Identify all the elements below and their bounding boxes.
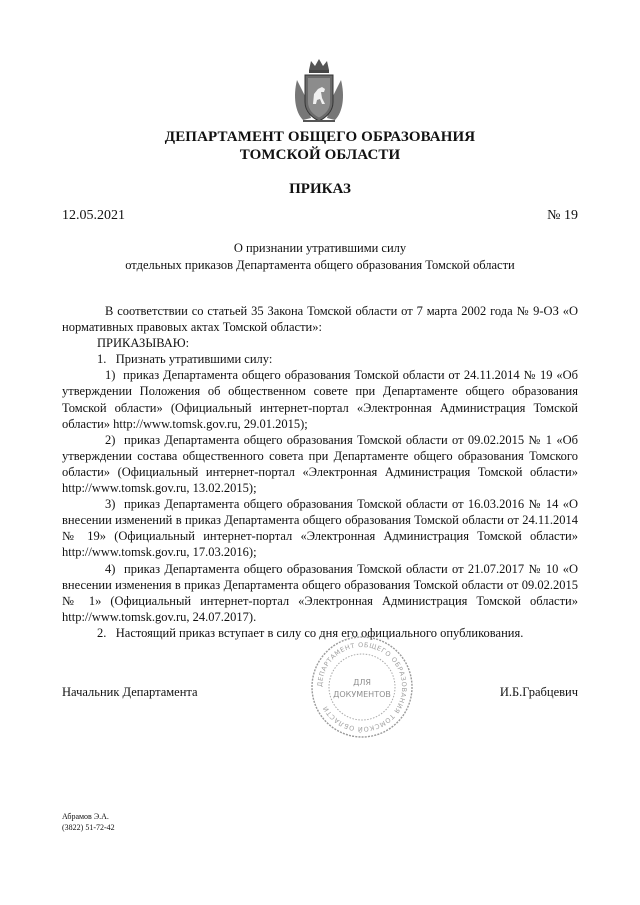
tomsk-oblast-coat-of-arms-icon [291, 56, 347, 124]
order-body [62, 303, 578, 641]
order-word: ПРИКАЗЫВАЮ: [97, 336, 190, 351]
stamp-text-bottom: ДОКУМЕНТОВ [333, 690, 391, 699]
subject-line2: отдельных приказов Департамента общего образования Томской области [125, 258, 515, 272]
subject-line1: О признании утратившими силу [233, 241, 407, 255]
executor-name: Абрамов Э.А. [62, 812, 109, 821]
department-name-line2: ТОМСКОЙ ОБЛАСТИ [239, 147, 401, 163]
item-1-heading: 1. Признать утратившими силу: [97, 352, 273, 367]
sub-item-4: 4) приказ Департамента общего образования Томской области от 21.07.2017 № 10 «О внесении изменения в приказ Департамента общего образования Томской области от 09.02.2015 № 1» (Официальный интернет-портал «Электронная Администрация Томской области» http://www.tomsk.gov.ru, 24.07.2017). [62, 561, 578, 624]
department-name-line1: ДЕПАРТАМЕНТ ОБЩЕГО ОБРАЗОВАНИЯ [164, 129, 476, 145]
order-date: 12.05.2021 [62, 208, 125, 223]
signatory-name: И.Б.Грабцевич [499, 685, 578, 699]
official-seal-stamp [308, 633, 416, 741]
stamp-text-top: ДЛЯ [353, 678, 371, 687]
signatory-position: Начальник Департамента [62, 685, 198, 699]
stamp-ring-text: ДЕПАРТАМЕНТ ОБЩЕГО ОБРАЗОВАНИЯ ТОМСКОЙ ОБЛАСТИ [315, 640, 409, 734]
order-number: № 19 [547, 208, 578, 223]
document-type-title: ПРИКАЗ [289, 181, 351, 197]
item-2: 2. Настоящий приказ вступает в силу со дня его официального опубликования. [97, 625, 524, 640]
sub-item-2: 2) приказ Департамента общего образования Томской области от 09.02.2015 № 1 «Об утверждении состава общественного совета при Департаменте общего образования Томского области» (Официальный интернет-портал «Электронная Администрация Томской области» http://www.tomsk.gov.ru, 13.02.2015); [62, 432, 578, 496]
executor-phone: (3822) 51-72-42 [62, 823, 115, 832]
preamble-paragraph: В соответствии со статьей 35 Закона Томской области от 7 марта 2002 года № 9-ОЗ «О нормативных правовых актах Томской области»: [62, 304, 578, 335]
sub-item-1: 1) приказ Департамента общего образования Томской области от 24.11.2014 № 19 «Об утверждении Положения об общественном совете при Департаменте общего образования Томской области» (Официальный интернет-портал «Электронная Администрация Томской области» http://www.tomsk.gov.ru, 29.01.2015); [62, 368, 578, 431]
sub-item-3: 3) приказ Департамента общего образования Томской области от 16.03.2016 № 14 «О внесении изменений в приказ Департамента общего образования Томской области от 24.11.2014 № 19» (Официальный интернет-портал «Электронная Администрация Томской области» http://www.tomsk.gov.ru, 17.03.2016); [62, 497, 578, 560]
